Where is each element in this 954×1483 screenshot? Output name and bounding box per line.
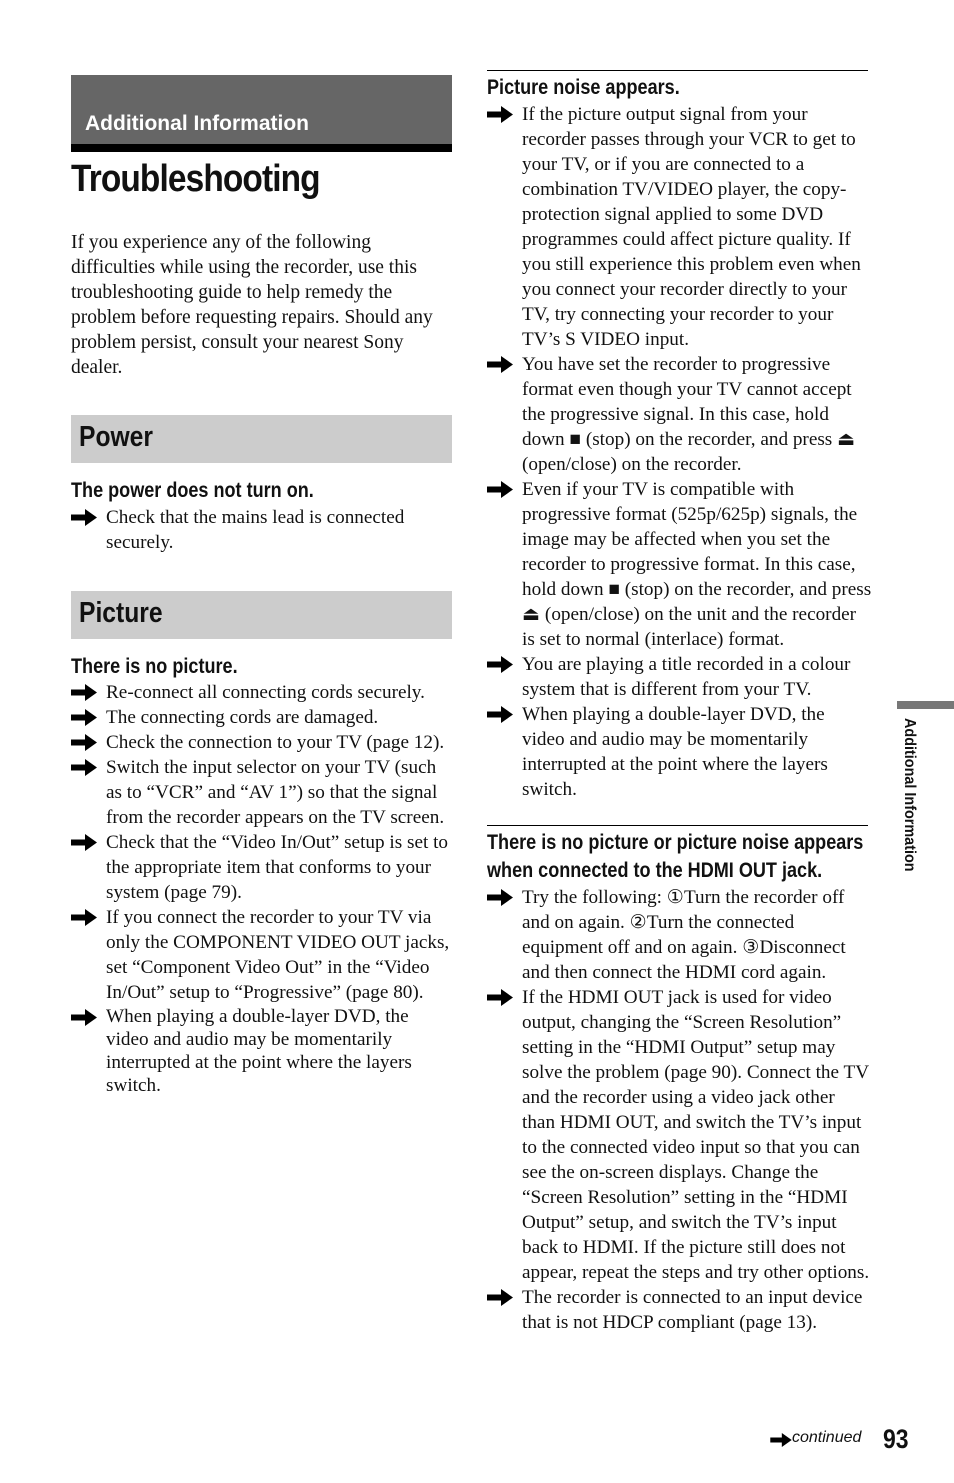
side-tab-label [900,718,924,903]
list-item: You are playing a title recorded in a colour system that is different from your TV. [487,652,872,702]
picture-q1-heading: There is no picture. [71,655,238,678]
picture-q2-list [487,102,872,802]
section-title-power: Power [79,421,153,453]
list-item: When playing a double-layer DVD, the video and audio may be momentarily interrupted at the point where the layers switch. [71,1005,456,1097]
intro-paragraph: If you experience any of the following difficulties while using the recorder, use this troubleshooting guide to help remedy the problem before requesting repairs. Should any problem persist, consult your nearest Sony dealer. [71,232,433,378]
picture-q3-heading-line2: when connected to the HDMI OUT jack. [487,859,823,882]
arrow-right-icon [71,1009,97,1026]
list-item: When playing a double-layer DVD, the video and audio may be momentarily interrupted at the point where the layers switch. [487,702,872,802]
picture-q1-list [71,680,456,1097]
arrow-right-icon [487,106,513,123]
list-item: You have set the recorder to progressive format even though your TV cannot accept the progressive signal. In this case, hold down ■ (stop) on the recorder, and press ⏏ (open/close) on the recorder. [487,352,872,477]
arrow-right-icon [487,481,513,498]
list-item: Re-connect all connecting cords securely. [71,680,456,705]
arrow-right-icon [487,889,513,906]
list-item: Try the following: ①Turn the recorder off and on again. ②Turn the connected equipment off and on again. ③Disconnect and then connect the HDMI cord again. [487,885,872,985]
chapter-label: Additional Information [85,112,309,135]
arrow-right-icon [71,834,97,851]
section-power-band [71,415,452,463]
list-item: If the picture output signal from your recorder passes through your VCR to get to your TV, or if you are connected to a combination TV/VIDEO player, the copy-protection signal applied to some DVD programmes could affect picture quality. If you still experience this problem even when you connect your recorder directly to your TV, try connecting your recorder to your TV’s S VIDEO input. [487,102,872,352]
list-item: The recorder is connected to an input device that is not HDCP compliant (page 13). [487,1285,872,1335]
power-q1-list [71,505,456,555]
page-number: 93 [883,1424,909,1454]
section-picture-band [71,591,452,639]
continued-label: continued [792,1429,862,1446]
list-item: If the HDMI OUT jack is used for video output, changing the “Screen Resolution” setting in the “HDMI Output” setup may solve the problem (page 90). Connect the TV and the recorder using a video jack other than HDMI OUT, and switch the TV’s input to the connected video input so that you can see the on-screen displays. Change the “Screen Resolution” setting in the “HDMI Output” setup, and switch the TV’s input back to HDMI. If the picture still does not appear, repeat the steps and try other options. [487,985,872,1285]
arrow-right-icon [71,734,97,751]
list-item: If you connect the recorder to your TV via only the COMPONENT VIDEO OUT jacks, set “Component Video Out” in the “Video In/Out” setup to “Progressive” (page 80). [71,905,456,1005]
arrow-right-icon [770,1433,792,1447]
chapter-rule [71,144,452,152]
list-item: Even if your TV is compatible with progressive format (525p/625p) signals, the image may be affected when you set the recorder to progressive format. In this case, hold down ■ (stop) on the recorder, and press ⏏ (open/close) on the unit and the recorder is set to normal (interlace) format. [487,477,872,652]
list-item: Switch the input selector on your TV (such as to “VCR” and “AV 1”) so that the signal from the recorder appears on the TV screen. [71,755,456,830]
power-q1-heading: The power does not turn on. [71,479,314,502]
arrow-right-icon [487,356,513,373]
arrow-right-icon [487,989,513,1006]
list-item: Check that the mains lead is connected securely. [71,505,456,555]
page-footer [770,1425,920,1457]
arrow-right-icon [487,706,513,723]
section-title-picture: Picture [79,597,163,629]
arrow-right-icon [487,656,513,673]
arrow-right-icon [71,759,97,776]
picture-q3-heading-line1: There is no picture or picture noise appears [487,831,864,854]
side-tab-text: Additional Information [901,718,918,872]
list-item: The connecting cords are damaged. [71,705,456,730]
chapter-band [71,75,452,144]
section-rule [487,825,868,826]
list-item: Check the connection to your TV (page 12). [71,730,456,755]
list-item: Check that the “Video In/Out” setup is set to the appropriate item that conforms to your system (page 79). [71,830,456,905]
arrow-right-icon [71,684,97,701]
arrow-right-icon [71,909,97,926]
picture-q2-heading: Picture noise appears. [487,76,680,99]
side-tab-marker [897,701,954,709]
page-title: Troubleshooting [71,158,320,200]
arrow-right-icon [487,1289,513,1306]
arrow-right-icon [71,509,97,526]
picture-q3-list [487,885,872,1335]
arrow-right-icon [71,709,97,726]
section-rule [487,70,868,71]
